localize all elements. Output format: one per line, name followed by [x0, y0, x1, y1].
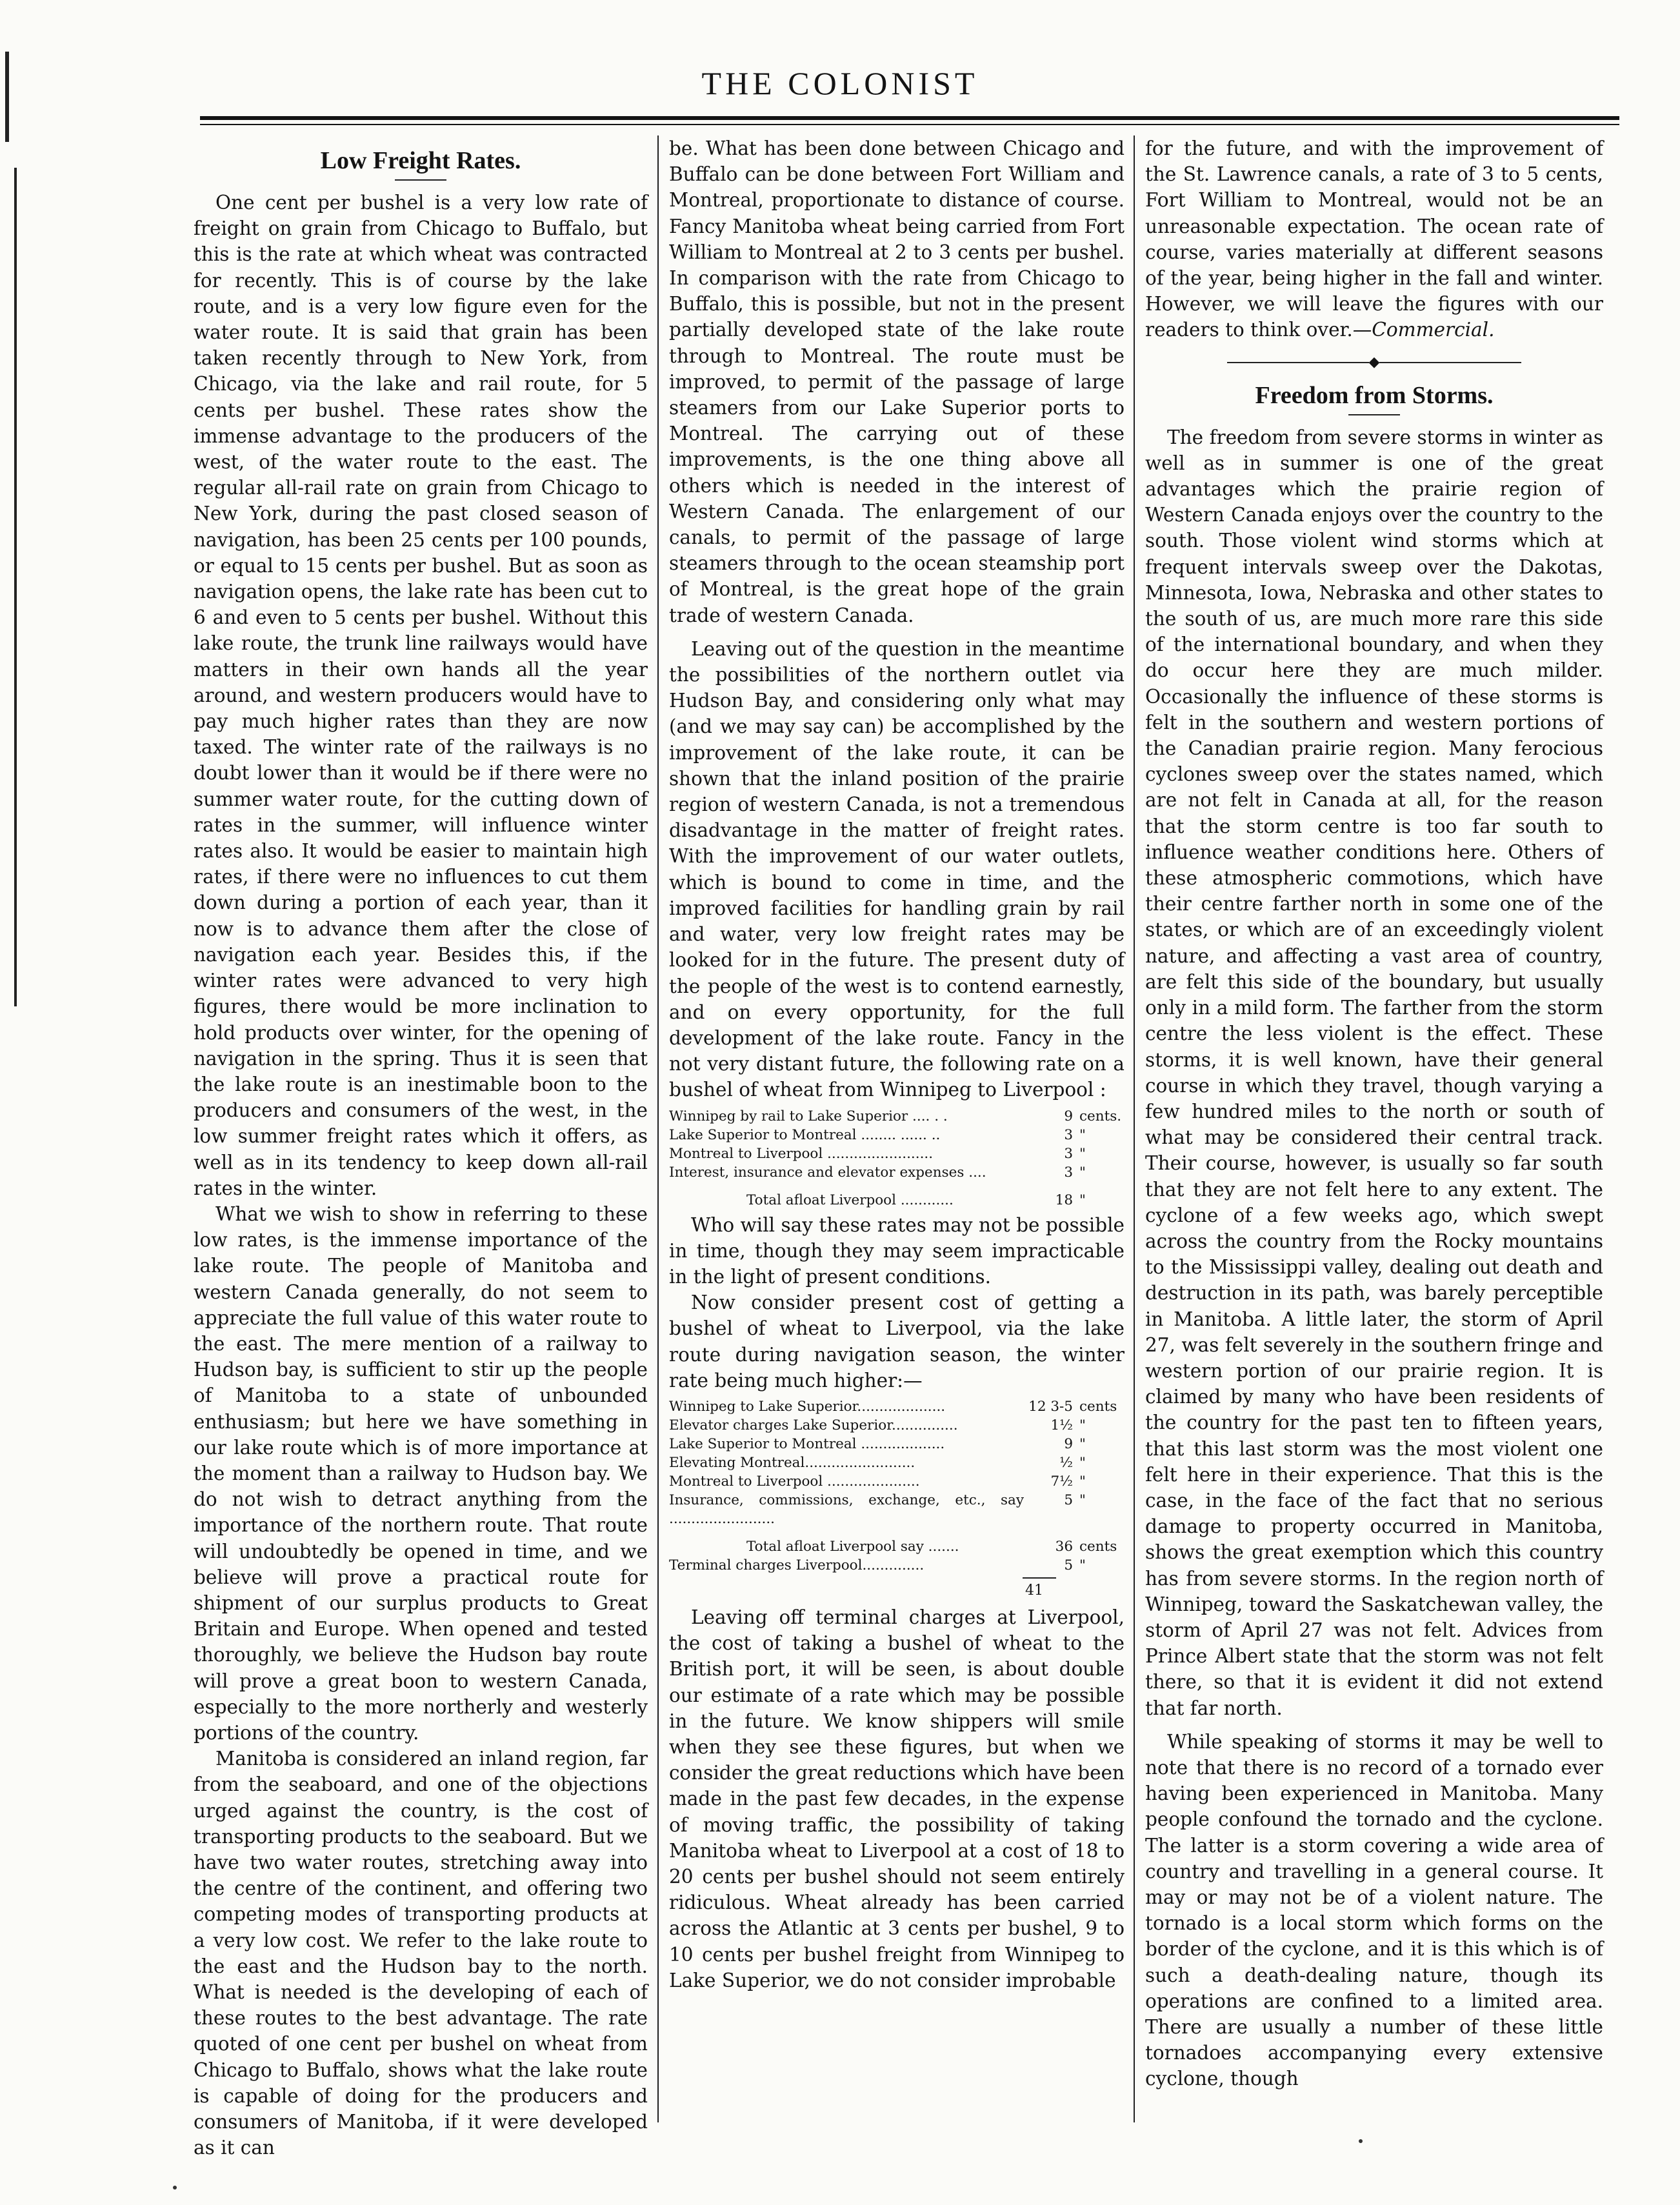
paragraph: for the future, and with the improvement of the St. Lawrence canals, a rate of 3 to 5 cents, Fort William to Montreal, would not be an unreasonable expectation. The ocean rate of course, varies materially at different seasons of the year, being higher in the fall and winter. However, we will leave the figures with our readers to think over.—Commercial.	[1145, 137, 1603, 341]
table-row: Lake Superior to Montreal ................... 9 "	[669, 1435, 1086, 1452]
table-row: Montreal to Liverpool ........................ 3 "	[669, 1145, 1086, 1162]
scan-margin-mark	[14, 168, 17, 1006]
column-divider	[657, 135, 659, 2122]
paragraph: Leaving out of the question in the meantime the possibilities of the northern outlet via Hudson Bay, and considering only what may (and we may say can) be accomplished by the improvement of the lake route, it can be shown that the inland position of the prairie region of western Canada, is not a tremendous disadvantage in the matter of freight rates. With the improvement of our water outlets, which is bound to come in time, and the improved facilities for handling grain by rail and water, very low freight rates may be looked for in the future. The present duty of the people of the west is to contend earnestly, and on every opportunity, for the full development of the lake route. Fancy in the not very distant future, the following rate on a bushel of wheat from Winnipeg to Liverpool :	[669, 637, 1125, 1101]
table-total-row: Total afloat Liverpool ............ 18 "	[746, 1192, 1086, 1208]
signature: —Commercial.	[1352, 319, 1495, 341]
title-rule	[1348, 414, 1400, 415]
paragraph: Now consider present cost of getting a bushel of wheat to Liverpool, via the lake route during navigation season, the winter rate being much higher:—	[669, 1292, 1125, 1392]
table-total-row: Total afloat Liverpool say ....... 36 cents	[746, 1538, 1117, 1555]
article-title: Freedom from Storms.	[1255, 381, 1494, 409]
scan-speck	[1359, 2139, 1363, 2143]
table-row: Terminal charges Liverpool.............. 5 "	[669, 1557, 1086, 1573]
table-row: Winnipeg to Lake Superior.................... 12 3-5 cents	[669, 1398, 1117, 1415]
paragraph: While speaking of storms it may be well to note that there is no record of a tornado ever having been experienced in Manitoba. Many people confound the tornado and the cyclone. The latter is a storm covering a wide area of country and travelling in a general course. It may or may not be of a violent nature. The tornado is a local storm which forms on the border of the cyclone, and it is this which is of such a death-dealing nature, though its operations are confined to a limited area. There are usually a number of these little tornadoes accompanying every extensive cyclone, though	[1145, 1730, 1603, 2090]
table-row: Elevator charges Lake Superior............... 1½ "	[669, 1417, 1086, 1433]
column-2	[669, 135, 1125, 2129]
column-divider	[1134, 135, 1135, 2122]
table-row: Insurance, commissions, exchange, etc., say ........................ 5 "	[669, 1492, 1086, 1527]
paragraph: One cent per bushel is a very low rate of freight on grain from Chicago to Buffalo, but this is the rate at which wheat was contracted for recently. This is of course by the lake route, and is a very low figure even for the water route. It is said that grain has been taken recently through to New York, from Chicago, via the lake and rail route, for 5 cents per bushel. These rates show the immense advantage to the producers of the west, of the water route to the east. The regular all-rail rate on grain from Chicago to New York, during the past closed season of navigation, has been 25 cents per 100 pounds, or equal to 15 cents per bushel. But as soon as navigation opens, the lake rate has been cut to 6 and even to 5 cents per bushel. Without this lake route, the trunk line railways would have matters in their own hands all the year around, and western producers would have to pay much higher rates than they are now taxed. The winter rate of the railways is no doubt lower than it would be if there were no summer water route, for the cutting down of rates in the summer, will influence winter rates also. It would be easier to maintain high rates, if there were no influences to cut them down during a portion of each year, than it now is to advance them after the close of navigation each year. Besides this, if the winter rates were advanced to very high figures, there would be more inclination to hold products over winter, for the opening of navigation in the spring. Thus it is seen that the lake route is an inestimable boon to the producers and consumers of the west, in the low summer freight rates which it offers, as well as in its tendency to keep down all-rail rates in the winter.	[194, 192, 648, 1199]
paragraph: Leaving off terminal charges at Liverpool, the cost of taking a bushel of wheat to the British port, it will be seen, is about double our estimate of a rate which may be possible in the future. We know shippers will smile when they see these figures, but when we consider the great reductions which have been made in the past few decades, in the expense of moving traffic, the possibility of taking Manitoba wheat to Liverpool at a cost of 18 to 20 cents per bushel should not seem entirely ridiculous. Wheat already has been carried across the Atlantic at 3 cents per bushel, 9 to 10 cents per bushel freight from Winnipeg to Lake Superior, we do not consider improbable	[669, 1606, 1125, 1991]
header-rule	[200, 124, 1619, 125]
title-rule	[395, 179, 446, 181]
article-title: Low Freight Rates.	[320, 147, 521, 174]
masthead: THE COLONIST	[701, 65, 979, 101]
paragraph: Manitoba is considered an inland region, far from the seaboard, and one of the objections urged against the country, is the cost of transporting products to the seaboard. But we have two water routes, stretching away into the centre of the continent, and offering two competing modes of transporting products at a very low cost. We refer to the lake route to the east and the Hudson bay to the north. What is needed is the developing of each of these routes to the best advantage. The rate quoted of one cent per bushel on wheat from Chicago to Buffalo, shows what the lake route is capable of doing for the producers and consumers of Manitoba, if it were developed as it can	[194, 1748, 648, 2159]
paragraph: The freedom from severe storms in winter as well as in summer is one of the great advantages which the prairie region of Western Canada enjoys over the country to the south. Those violent wind storms which at frequent intervals sweep over the Dakotas, Minnesota, Iowa, Nebraska and other states to the south of us, are much more rare this side of the international boundary, and when they do occur here they are much milder. Occasionally the influence of these storms is felt in the southern and western portions of the Canadian prairie region. Many ferocious cyclones sweep over the states named, which are not felt in Canada at all, for the reason that the storm centre is too far south to influence weather conditions here. Others of these atmospheric commotions, which have their centre farther north in some one of the states, or which are of an exceedingly violent nature, and affecting a vast area of country, are felt this side of the boundary, but usually only in a mild form. The farther from the storm centre the less violent is the effect. These storms, it is well known, have their general course in which they travel, though varying a few hundred miles to the north or south of what may be considered their central track. Their course, however, is usually so far south that they are not felt here to any extent. The cyclone of a few weeks ago, which swept across the country from the Rocky mountains to the Mississippi valley, dealing out death and destruction in its path, was barely perceptible in Manitoba. A little later, the storm of April 27, was felt severely in the southern fringe and western portion of our prairie region. It is claimed by many who have been residents of the country for the past ten to fifteen years, that this last storm was the most violent one felt here in their experience. That this is the case, in the face of the fact that no serious damage to property occurred in Manitoba, shows the great exemption which this country has from severe storms. In the region north of Winnipeg, toward the Saskatchewan valley, the storm of April 27 was not felt. Advices from Prince Albert state that the storm was not felt there, so that it is evident it did not extend that far north.	[1145, 426, 1603, 1719]
sum-rule	[1023, 1577, 1056, 1579]
rate-table-future	[669, 1107, 1125, 1210]
rate-table-present	[669, 1397, 1125, 1575]
table-row: Winnipeg by rail to Lake Superior .... . . 9 cents.	[669, 1108, 1122, 1124]
table-row: Elevating Montreal......................... ½ "	[669, 1454, 1086, 1471]
paragraph: be. What has been done between Chicago and Buffalo can be done between Fort William and Montreal, proportionate to distance of course. Fancy Manitoba wheat being carried from Fort William to Montreal at 2 to 3 cents per bushel. In comparison with the rate from Chicago to Buffalo, this is possible, but not in the present partially developed state of the lake route through to Montreal. The route must be improved, to permit of the passage of large steamers from our Lake Superior ports to Montreal. The carrying out of these improvements, is the one thing above all others which is needed in the interest of Western Canada. The enlargement of our canals, to permit of the passage of large steamers through to the ocean steamship port of Montreal, is the great hope of the grain trade of western Canada.	[669, 137, 1125, 626]
table-sum: 41	[1025, 1582, 1043, 1599]
paragraph: Who will say these rates may not be possible in time, though they may seem impracticable in the light of present conditions.	[669, 1213, 1125, 1288]
column-3	[1145, 135, 1603, 2129]
table-row: Lake Superior to Montreal ........ ...... .. 3 "	[669, 1126, 1086, 1143]
table-row: Montreal to Liverpool ..................... 7½ "	[669, 1473, 1086, 1490]
column-1	[194, 135, 648, 2159]
section-divider: ◆	[1145, 355, 1603, 370]
table-row: Interest, insurance and elevator expenses .... 3 "	[669, 1164, 1086, 1181]
paragraph: What we wish to show in referring to these low rates, is the immense importance of the lake route. The people of Manitoba and western Canada generally, do not seem to appreciate the full value of this water route to the east. The mere mention of a railway to Hudson bay, is sufficient to stir up the people of Manitoba to a state of unbounded enthusiasm; but here we have something in our lake route which is of more importance at the moment than a railway to Hudson bay. We do not wish to detract anything from the importance of the northern route. That route will undoubtedly be opened in time, and we believe will prove a practical route for shipment of our surplus products to Great Britain and Europe. When opened and tested thoroughly, we believe the Hudson bay route will prove a great boon to western Canada, especially to the more northerly and westerly portions of the country.	[194, 1202, 648, 1744]
scan-speck	[173, 2186, 177, 2190]
header-rule	[200, 116, 1619, 120]
